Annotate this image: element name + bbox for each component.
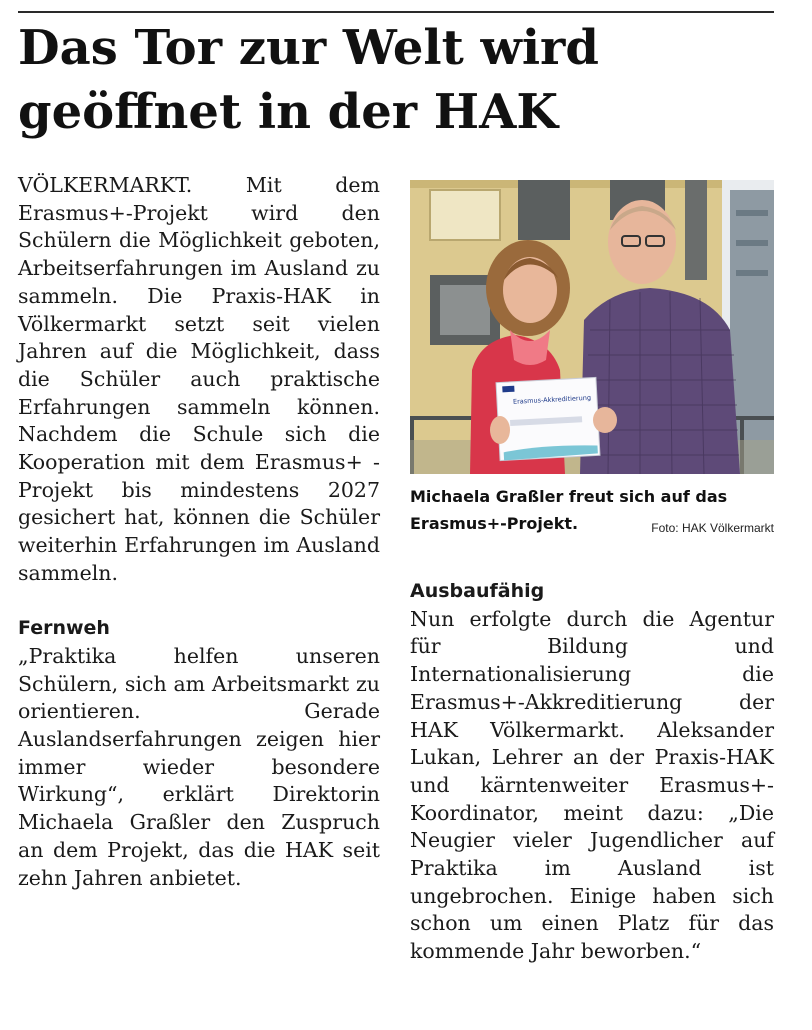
certificate-title: Erasmus-Akkreditierung bbox=[512, 393, 592, 406]
headline bbox=[18, 16, 788, 144]
ausbaufaehig-paragraph: Nun erfolgte durch die Agentur für Bildung und Internationalisierung die Erasmus+-Akkreditierung der HAK Völkermarkt. Aleksander Lukan, Lehrer an der Praxis-HAK und kärntenweiter Erasmus+-Koordinator, meint dazu: „Die Neugier vieler Jugendlicher auf Praktika im Ausland ist ungebrochen. Einige haben sich schon um einen Platz für das kommende Jahr beworben.“ bbox=[410, 606, 774, 964]
section-heading-fernweh: Fernweh bbox=[18, 617, 110, 640]
photo-credit: Foto: HAK Völkermarkt bbox=[651, 521, 774, 535]
photo-illustration bbox=[410, 180, 774, 474]
right-column bbox=[410, 578, 774, 966]
headline-line-2: geöffnet in der HAK bbox=[18, 84, 559, 140]
article-photo bbox=[410, 180, 774, 474]
intro-paragraph: VÖLKERMARKT. Mit dem Erasmus+-Projekt wird den Schülern die Möglichkeit geboten, Arbeitserfahrungen im Ausland zu sammeln. Die Praxis-HAK in Völkermarkt setzt seit vielen Jahren auf die Möglichkeit, dass die Schüler auch praktische Erfahrungen sammeln können. Nachdem die Schule sich die Kooperation mit dem Erasmus+ - Projekt bis mindestens 2027 gesichert hat, können die Schüler weiterhin Erfahrungen im Ausland sammeln. bbox=[18, 173, 380, 585]
left-column bbox=[18, 172, 380, 892]
section-heading-ausbaufaehig: Ausbaufähig bbox=[410, 580, 545, 602]
headline-line-1: Das Tor zur Welt wird bbox=[18, 20, 599, 76]
top-rule bbox=[18, 11, 774, 13]
caption-text: Michaela Graßler freut sich auf das Erasmus+-Projekt. bbox=[410, 487, 728, 533]
fernweh-paragraph: „Praktika helfen unseren Schülern, sich am Arbeitsmarkt zu orientieren. Gerade Auslandserfahrungen zeigen hier immer wieder besondere Wirkung“, erklärt Direktorin Michaela Graßler den Zuspruch an dem Projekt, das die HAK seit zehn Jahren anbietet. bbox=[18, 643, 380, 890]
